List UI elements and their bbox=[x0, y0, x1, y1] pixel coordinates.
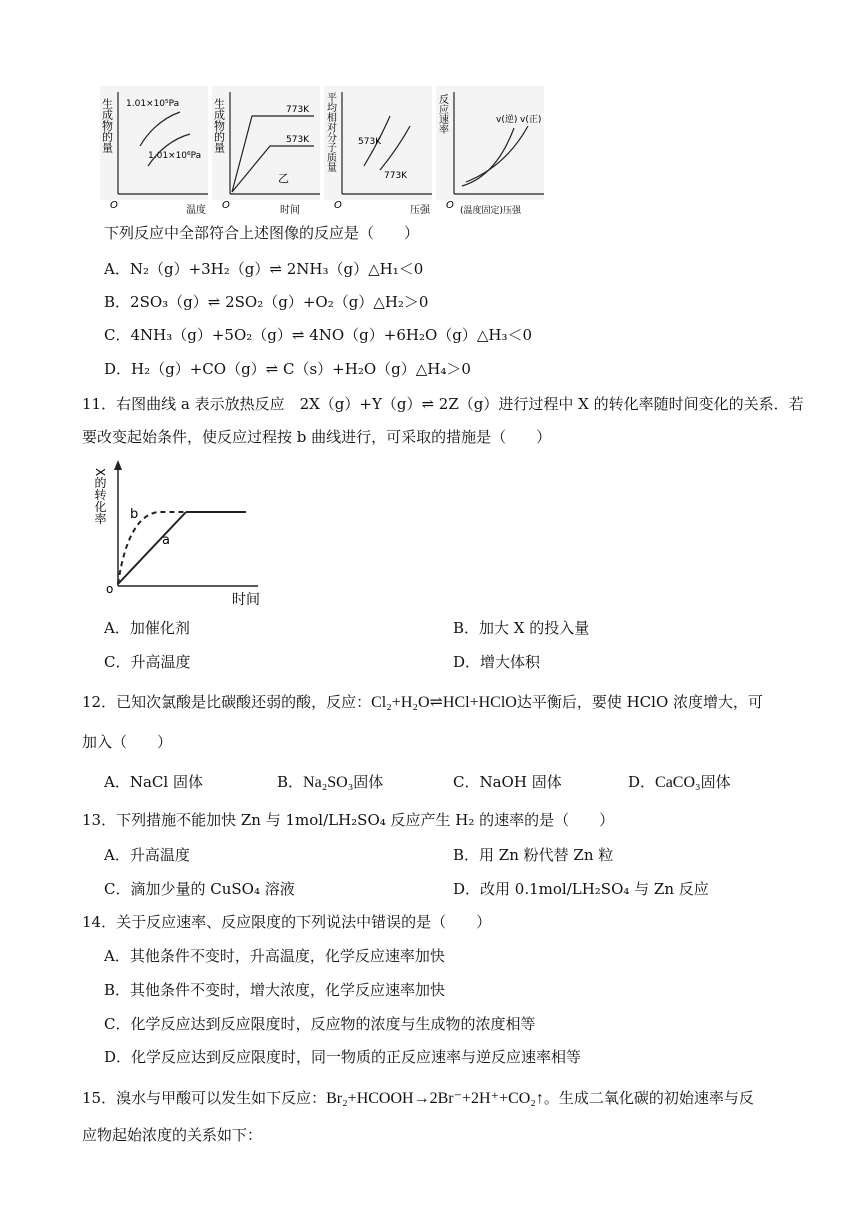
q12-stem-line-1 bbox=[82, 692, 763, 713]
q14-option-b[interactable]: B．其他条件不变时，增大浓度，化学反应速率加快 bbox=[104, 981, 446, 999]
q14-option-a[interactable]: A．其他条件不变时，升高温度，化学反应速率加快 bbox=[104, 947, 445, 965]
q12-equation: Cl₂+H₂O⇌HCl+HClO bbox=[371, 694, 517, 711]
graph-2-xlabel: 时间 bbox=[280, 205, 300, 216]
q13-option-a[interactable]: A．升高温度 bbox=[104, 846, 190, 864]
q11-curve-a bbox=[118, 512, 186, 584]
q10-option-c[interactable]: C．4NH₃（g）+5O₂（g）⇌ 4NO（g）+6H₂O（g）△H₃＜0 bbox=[104, 326, 533, 344]
q14-stem: 14．关于反应速率、反应限度的下列说法中错误的是（ ） bbox=[82, 913, 492, 931]
q11-option-d[interactable]: D．增大体积 bbox=[453, 653, 541, 671]
graph-3-ylabel: 平均相对分子质量 bbox=[324, 92, 336, 172]
q13-option-d[interactable]: D．改用 0.1mol/LH₂SO₄ 与 Zn 反应 bbox=[453, 880, 709, 898]
graph-4 bbox=[436, 86, 544, 216]
q12-option-d-tail: 固体 bbox=[700, 773, 731, 791]
graph-2-label-bottom: 573K bbox=[286, 135, 310, 145]
q11-graph-ylabel: X的转化率 bbox=[93, 468, 107, 525]
graph-4-label-b: v(正) bbox=[520, 115, 542, 125]
q10-option-b[interactable]: B．2SO₃（g）⇌ 2SO₂（g）+O₂（g）△H₂＞0 bbox=[104, 293, 429, 311]
graph-1 bbox=[100, 86, 208, 216]
graph-2-origin: O bbox=[222, 200, 230, 211]
q12-stem-suffix: 达平衡后，要使 HClO 浓度增大，可 bbox=[516, 693, 764, 711]
q11-curve-b-label: b bbox=[130, 507, 139, 522]
q12-option-b-tail: 固体 bbox=[353, 773, 384, 791]
q12-option-b[interactable] bbox=[277, 772, 383, 793]
q14-option-c[interactable]: C．化学反应达到反应限度时，反应物的浓度与生成物的浓度相等 bbox=[104, 1015, 536, 1033]
graph-1-xlabel: 温度 bbox=[186, 205, 206, 216]
q13-option-b[interactable]: B．用 Zn 粉代替 Zn 粒 bbox=[453, 846, 614, 864]
graph-2-ylabel: 生成物的量 bbox=[212, 98, 226, 153]
q12-option-a[interactable]: A．NaCl 固体 bbox=[104, 773, 203, 791]
q10-option-d[interactable]: D．H₂（g）+CO（g）⇌ C（s）+H₂O（g）△H₄＞0 bbox=[104, 360, 471, 378]
q12-option-b-formula: Na₂SO₃ bbox=[303, 774, 354, 791]
graph-2-label-top: 773K bbox=[286, 105, 310, 115]
q15-stem-prefix: 15．溴水与甲酸可以发生如下反应： bbox=[82, 1089, 327, 1107]
graph-3-xlabel: 压强 bbox=[410, 205, 430, 216]
q12-stem-prefix: 12．已知次氯酸是比碳酸还弱的酸，反应： bbox=[82, 693, 372, 711]
q10-graphs-figure bbox=[100, 86, 545, 218]
q12-option-d-formula: CaCO₃ bbox=[655, 774, 701, 791]
q11-graph-xlabel: 时间 bbox=[232, 592, 260, 608]
q15-stem-line-2: 应物起始浓度的关系如下： bbox=[82, 1126, 263, 1144]
q11-option-b[interactable]: B．加大 X 的投入量 bbox=[453, 619, 590, 637]
q10-stem: 下列反应中全部符合上述图像的反应是（ ） bbox=[104, 224, 420, 242]
graph-2-tag: 乙 bbox=[278, 172, 289, 185]
q11-conversion-graph bbox=[93, 456, 268, 608]
q13-stem: 13．下列措施不能加快 Zn 与 1mol/LH₂SO₄ 反应产生 H₂ 的速率的是（ ） bbox=[82, 811, 615, 829]
q12-stem-line-2: 加入（ ） bbox=[82, 733, 173, 751]
q11-stem-line-2: 要改变起始条件，使反应过程按 b 曲线进行，可采取的措施是（ ） bbox=[82, 428, 552, 446]
q13-option-c[interactable]: C．滴加少量的 CuSO₄ 溶液 bbox=[104, 880, 295, 898]
graph-4-xlabel: (温度固定)压强 bbox=[460, 206, 522, 216]
q14-option-d[interactable]: D．化学反应达到反应限度时，同一物质的正反应速率与逆反应速率相等 bbox=[104, 1048, 582, 1066]
graph-4-label-a: v(逆) bbox=[496, 115, 518, 125]
q11-option-c[interactable]: C．升高温度 bbox=[104, 653, 191, 671]
q12-option-d-label: D． bbox=[628, 773, 656, 791]
q12-option-d[interactable] bbox=[628, 772, 731, 793]
q11-option-a[interactable]: A．加催化剂 bbox=[104, 619, 190, 637]
q11-graph-origin: o bbox=[106, 582, 114, 596]
graph-3-origin: O bbox=[334, 200, 342, 211]
graph-4-origin: O bbox=[446, 200, 454, 211]
q15-equation: Br₂+HCOOH→2Br⁻+2H⁺+CO₂↑ bbox=[326, 1090, 544, 1107]
graph-1-ylabel: 生成物的量 bbox=[100, 98, 114, 153]
graph-3 bbox=[324, 86, 432, 216]
q10-option-a[interactable]: A．N₂（g）+3H₂（g）⇌ 2NH₃（g）△H₁＜0 bbox=[104, 260, 424, 278]
q12-option-c[interactable]: C．NaOH 固体 bbox=[453, 773, 562, 791]
graph-1-origin: O bbox=[110, 200, 118, 211]
graph-2 bbox=[212, 86, 320, 216]
graph-4-ylabel: 反应速率 bbox=[436, 94, 448, 134]
graph-1-label-top: 1.01×10⁵Pa bbox=[126, 99, 180, 109]
q11-curve-a-label: a bbox=[162, 533, 170, 548]
q15-stem-suffix: 。生成二氧化碳的初始速率与反 bbox=[543, 1089, 754, 1107]
q11-stem-line-1: 11．右图曲线 a 表示放热反应 2X（g）+Y（g）⇌ 2Z（g）进行过程中 X 的转化率随时间变化的关系．若 bbox=[82, 395, 804, 413]
graph-3-label-bottom: 773K bbox=[384, 171, 408, 181]
graph-3-label-top: 573K bbox=[358, 137, 382, 147]
q15-stem-line-1 bbox=[82, 1088, 754, 1109]
graph-1-label-bottom: 1.01×10⁶Pa bbox=[148, 151, 202, 161]
q12-option-b-label: B． bbox=[277, 773, 304, 791]
